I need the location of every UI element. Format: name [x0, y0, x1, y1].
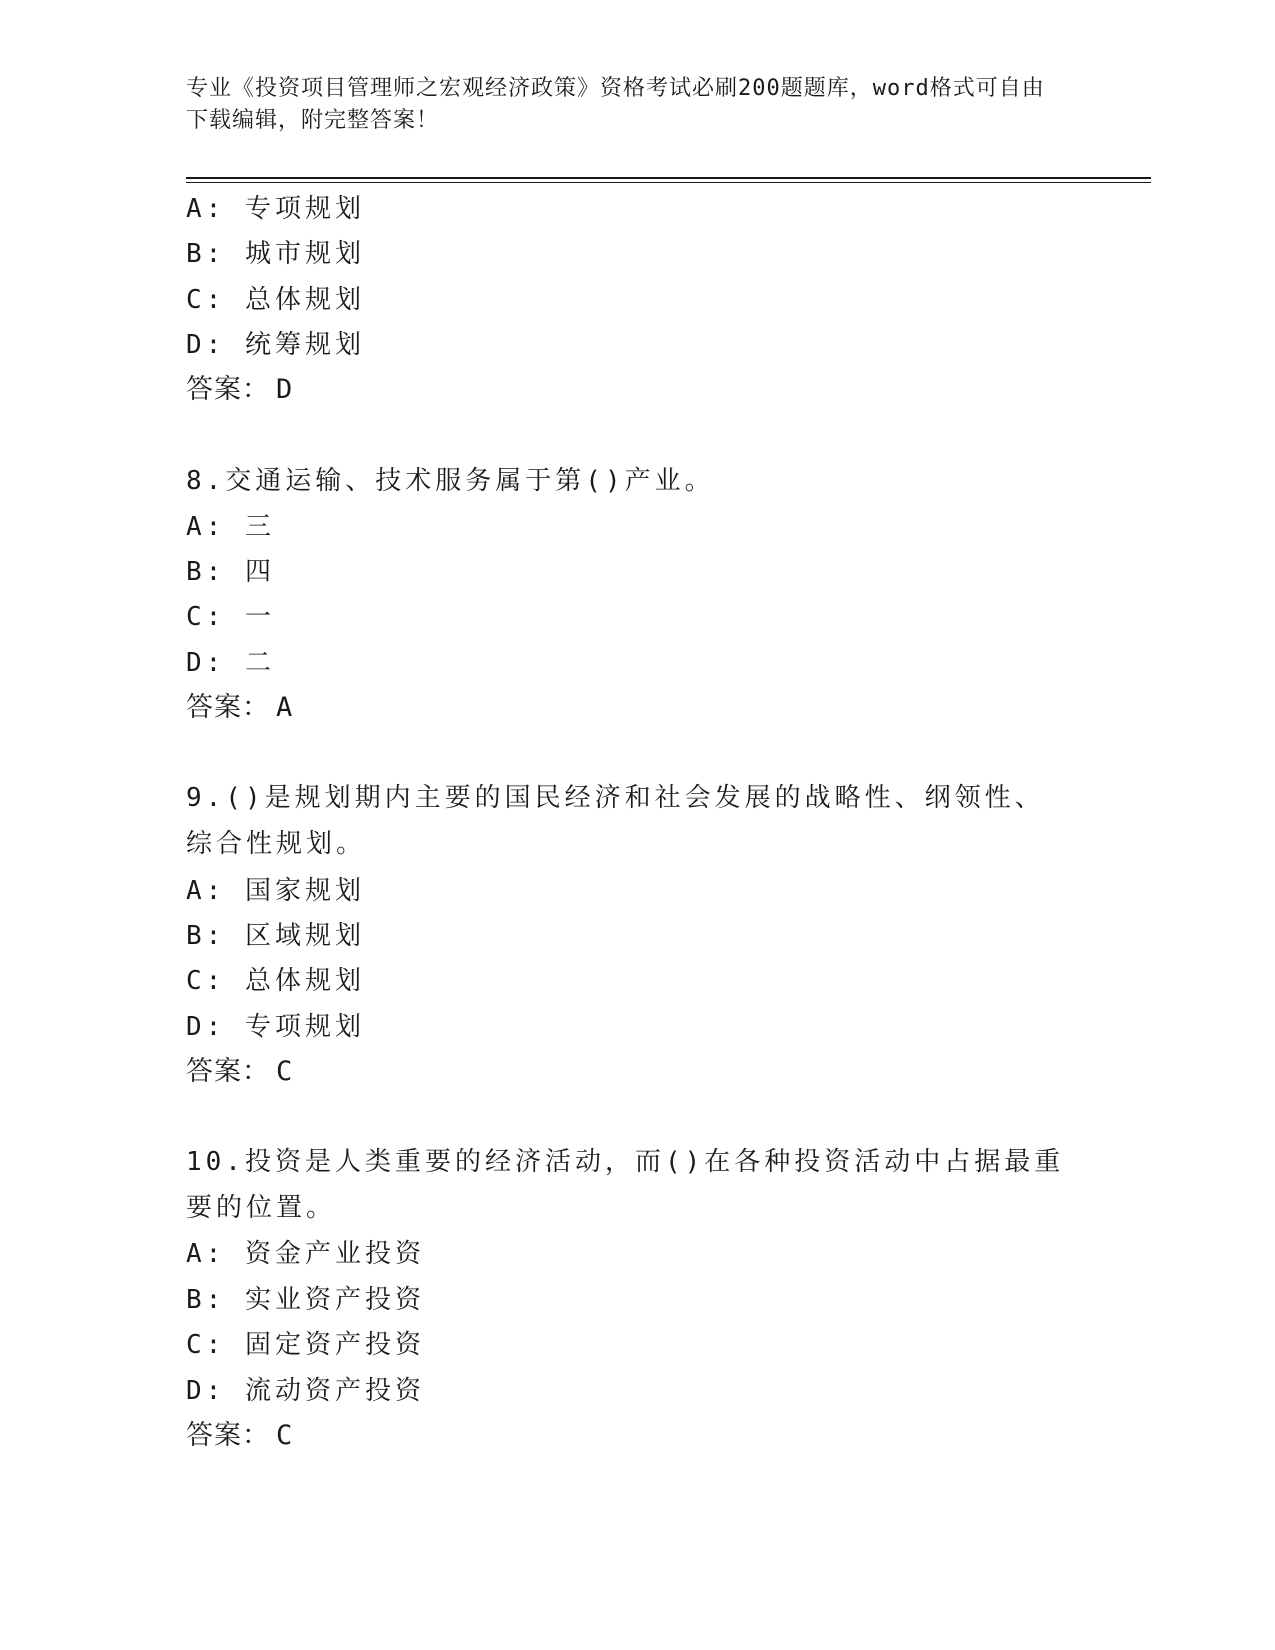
q8-answer: [186, 692, 293, 724]
q9-option-c: C: 总体规划: [186, 966, 365, 996]
answer-value: A: [276, 692, 294, 723]
answer-label: 答案：: [186, 374, 270, 405]
q10-option-c: C: 固定资产投资: [186, 1330, 425, 1360]
q9-question: 9.()是规划期内主要的国民经济和社会发展的战略性、纲领性、综合性规划。: [186, 783, 1045, 859]
q9-option-a: A: 国家规划: [186, 876, 365, 906]
q9-answer: [186, 1056, 293, 1088]
q7-option-a: A: 专项规划: [186, 194, 365, 224]
q10-answer: [186, 1420, 293, 1452]
q8-option-b: B: 四: [186, 557, 275, 587]
q8-question: 8.交通运输、技术服务属于第()产业。: [186, 466, 715, 496]
q8-option-d: D: 二: [186, 648, 275, 678]
q7-option-c: C: 总体规划: [186, 285, 365, 315]
q8-option-a: A: 三: [186, 512, 275, 542]
answer-label: 答案：: [186, 1420, 270, 1451]
q10-question: 10.投资是人类重要的经济活动，而()在各种投资活动中占据最重要的位置。: [186, 1147, 1065, 1223]
q7-answer: [186, 374, 293, 406]
document-header: 专业《投资项目管理师之宏观经济政策》资格考试必刷200题题库，word格式可自由下载编辑，附完整答案！: [186, 76, 1045, 133]
answer-label: 答案：: [186, 692, 270, 723]
q7-option-d: D: 统筹规划: [186, 330, 365, 360]
header-divider-thick: [186, 177, 1151, 179]
q9-option-b: B: 区域规划: [186, 921, 365, 951]
q10-option-d: D: 流动资产投资: [186, 1376, 425, 1406]
answer-value: C: [276, 1056, 294, 1087]
q9-option-d: D: 专项规划: [186, 1012, 365, 1042]
answer-value: C: [276, 1420, 294, 1451]
answer-label: 答案：: [186, 1056, 270, 1087]
q8-option-c: C: 一: [186, 602, 275, 632]
q7-option-b: B: 城市规划: [186, 239, 365, 269]
q10-option-a: A: 资金产业投资: [186, 1239, 425, 1269]
answer-value: D: [276, 374, 294, 405]
header-divider-thin: [186, 182, 1151, 183]
q10-option-b: B: 实业资产投资: [186, 1285, 425, 1315]
